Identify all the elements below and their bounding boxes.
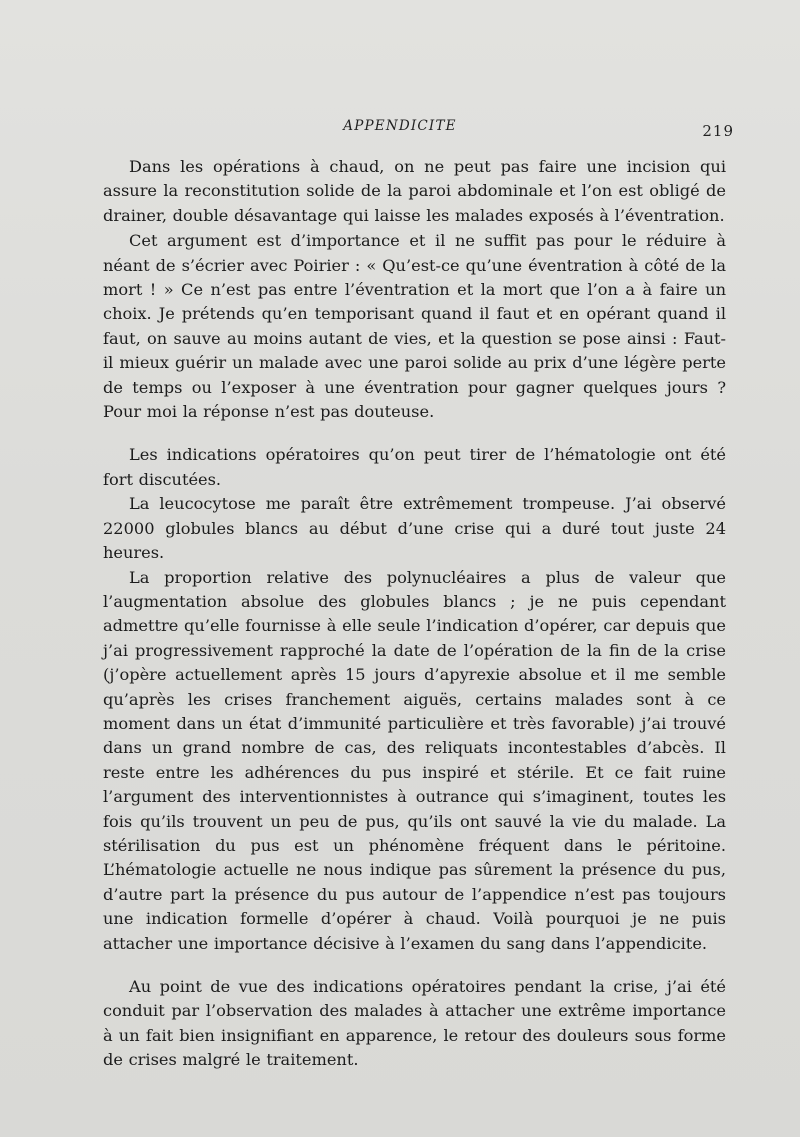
running-title: APPENDICITE: [343, 118, 457, 134]
running-head: [0, 118, 800, 142]
paragraph-eventration: Dans les opérations à chaud, on ne peut pas faire une incision qui assure la reconstitution solide de la paroi abdominale et l’on est obligé de drainer, double désavantage qui laisse les malades exposés à l’éventration.: [103, 157, 726, 225]
paragraph-leucocytose: La leucocytose me paraît être extrêmement trompeuse. J’ai observé 22000 globules blancs au début d’une crise qui a duré tout juste 24 heures.: [103, 494, 726, 563]
page-number: 219: [702, 122, 734, 140]
paragraph-poirier-argument: Cet argument est d’importance et il ne suffit pas pour le réduire à néant de s’écrier avec Poirier : « Qu’est-ce qu’une éventration à côté de la mort ! » Ce n’est pas entre l’éventration et la mort que l’on a à faire un choix. Je prétends qu’en temporisant quand il faut et en opérant quand il faut, on sauve au moins autant de vies, et la question se pose ainsi : Faut-il mieux guérir un malade avec une paroi solide au prix d’une légère perte de temps ou l’exposer à une éventration pour gagner quelques jours ? Pour moi la réponse n’est pas douteuse.: [103, 231, 726, 422]
paragraph-retour-douleurs: Au point de vue des indications opératoires pendant la crise, j’ai été conduit par l’observation des malades à attacher une extrême importance à un fait bien insignifiant en apparence, le retour des douleurs sous forme de crises malgré le traitement.: [103, 977, 726, 1070]
paragraph-hematologie: Les indications opératoires qu’on peut tirer de l’hématologie ont été fort discutées.: [103, 445, 726, 489]
paragraph-polynucleaires: La proportion relative des polynucléaires a plus de valeur que l’augmentation absolue des globules blancs ; je ne puis cependant admettre qu’elle fournisse à elle seule l’indication d’opérer, car depuis que j’ai progressivement rapproché la date de l’opération de la fin de la crise (j’opère actuellement après 15 jours d’apyrexie absolue et il me semble qu’après les crises franchement aiguës, certains malades sont à ce moment dans un état d’immunité particulière et très favorable) j’ai trouvé dans un grand nombre de cas, des reliquats incontestables d’abcès. Il reste entre les adhérences du pus inspiré et stérile. Et ce fait ruine l’argument des interventionnistes à outrance qui s’imaginent, toutes les fois qu’ils trouvent un peu de pus, qu’ils ont sauvé la vie du malade. La stérilisation du pus est un phénomène fréquent dans le péritoine. L’hématologie actuelle ne nous indique pas sûrement la présence du pus, d’autre part la présence du pus autour de l’appendice n’est pas toujours une indication formelle d’opérer à chaud. Voilà pourquoi je ne puis attacher une importance décisive à l’examen du sang dans l’appendicite.: [103, 567, 726, 953]
body-text: [103, 155, 726, 1073]
